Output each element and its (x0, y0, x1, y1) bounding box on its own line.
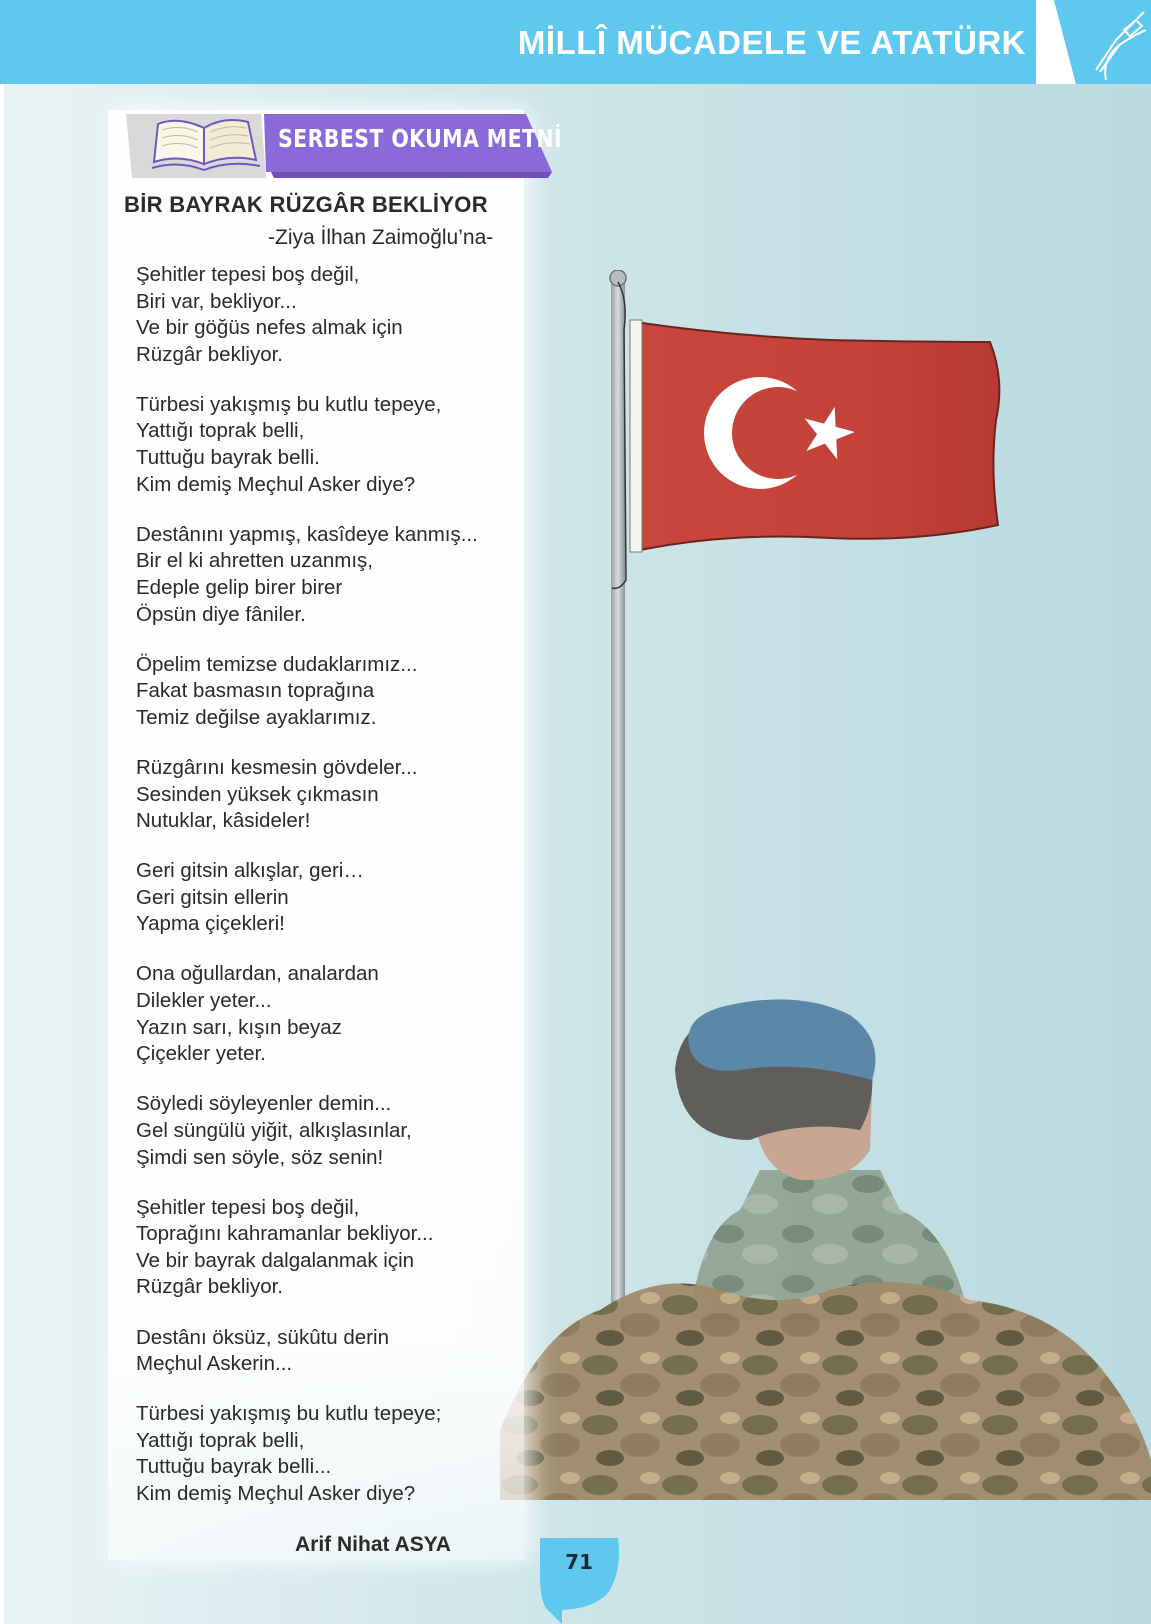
poem-line: Temiz değilse ayaklarımız. (136, 705, 377, 729)
poem-line: Edeple gelip birer birer (136, 575, 343, 599)
poem-line: Biri var, bekliyor... (136, 289, 297, 313)
poem-line: Fakat basmasın toprağına (136, 679, 375, 703)
poem-line: Meçhul Askerin... (136, 1352, 293, 1376)
poem-line: Gel süngülü yiğit, alkışlasınlar, (136, 1118, 412, 1142)
section-banner-label: SERBEST OKUMA METNİ (278, 124, 563, 153)
poem-line: Türbesi yakışmış bu kutlu tepeye, (136, 392, 442, 416)
poem-stanza (136, 1195, 536, 1301)
poem-title: BİR BAYRAK RÜZGÂR BEKLİYOR (124, 192, 488, 217)
poem-line: Söyledi söyleyenler demin... (136, 1092, 392, 1116)
poem-line: Toprağını kahramanlar bekliyor... (136, 1222, 434, 1246)
poem-line: Ve bir bayrak dalgalanmak için (136, 1248, 415, 1272)
poem-line: Öpsün diye fâniler. (136, 602, 306, 626)
poem-line: Geri gitsin alkışlar, geri… (136, 859, 364, 883)
page-number-badge (540, 1538, 620, 1624)
poem-line: Tuttuğu bayrak belli. (136, 446, 320, 470)
poem-stanza (136, 522, 536, 628)
poem-dedication: -Ziya İlhan Zaimoğlu’na- (268, 226, 494, 249)
poem-stanza (136, 392, 536, 498)
poem-line: Bir el ki ahretten uzanmış, (136, 549, 373, 573)
poem-line: Sesinden yüksek çıkmasın (136, 782, 379, 806)
header-title: MİLLÎ MÜCADELE VE ATATÜRK (517, 24, 1026, 61)
poem-stanza (136, 961, 536, 1067)
poem-line: Destânı öksüz, sükûtu derin (136, 1325, 389, 1349)
poem-line: Rüzgâr bekliyor. (136, 342, 283, 366)
poem-line: Yattığı toprak belli, (136, 1428, 305, 1452)
poem-line: Yattığı toprak belli, (136, 419, 305, 443)
poem-line: Nutuklar, kâsideler! (136, 809, 311, 833)
flag-and-soldier-illustration (500, 270, 1151, 1560)
pen-nib-icon (1036, 0, 1151, 84)
poem-line: Şehitler tepesi boş değil, (136, 263, 360, 286)
page-number: 71 (565, 1550, 593, 1574)
poem-line: Yazın sarı, kışın beyaz (136, 1015, 342, 1039)
poem-body (136, 262, 536, 1531)
poem-line: Kim demiş Meçhul Asker diye? (136, 1481, 416, 1505)
poem-stanza (136, 755, 536, 835)
poem-line: Şimdi sen söyle, söz senin! (136, 1145, 384, 1169)
poem-line: Destânını yapmış, kasîdeye kanmış... (136, 522, 478, 546)
poem-stanza (136, 262, 536, 368)
poem-stanza (136, 652, 536, 732)
poem-line: Dilekler yeter... (136, 989, 272, 1013)
poem-stanza (136, 1401, 536, 1507)
poem-line: Türbesi yakışmış bu kutlu tepeye; (136, 1402, 442, 1426)
poem-line: Yapma çiçekleri! (136, 912, 285, 936)
poem-line: Rüzgârını kesmesin gövdeler... (136, 755, 418, 779)
poem-line: Ona oğullardan, analardan (136, 962, 379, 986)
poem-stanza (136, 1091, 536, 1171)
poem-line: Kim demiş Meçhul Asker diye? (136, 472, 416, 496)
poem-line: Öpelim temizse dudaklarımız... (136, 652, 418, 676)
poem-line: Tuttuğu bayrak belli... (136, 1455, 332, 1479)
poem-line: Rüzgâr bekliyor. (136, 1275, 283, 1299)
poem-line: Geri gitsin ellerin (136, 885, 289, 909)
poem-stanza (136, 858, 536, 938)
poem-stanza (136, 1325, 536, 1378)
poem-line: Şehitler tepesi boş değil, (136, 1195, 360, 1219)
poem-author: Arif Nihat ASYA (295, 1533, 451, 1556)
open-book-icon (148, 114, 264, 176)
poem-line: Çiçekler yeter. (136, 1042, 266, 1066)
poem-line: Ve bir göğüs nefes almak için (136, 316, 403, 340)
